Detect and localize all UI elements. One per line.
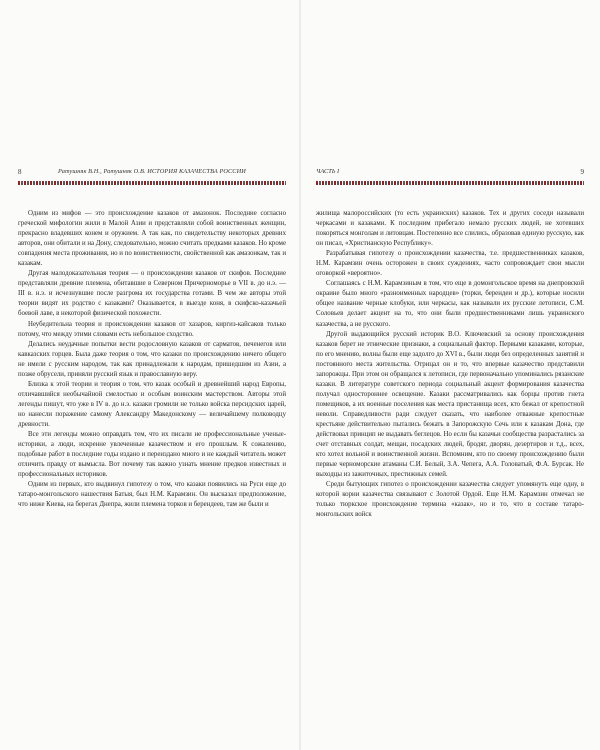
- page-body: [18, 209, 286, 510]
- paragraph: Соглашаясь с Н.М. Карамзиным в том, что еще в домонгольское время на днепровской окраине было много «разноименных народцев» (торки, берендеи и др.), которые носили общее название черные клобуки, или черкасы, как называли их русские летописи, С.М. Соловьев делает акцент на то, что они были предшественниками лишь украинского казачества, а не русского.: [316, 280, 584, 328]
- left-page: [18, 168, 286, 510]
- paragraph: Неубедительна теория и происхождении казаков от хазаров, киргиз-кайсаков только потому, что между этими словами есть небольшое сходство.: [18, 320, 286, 338]
- running-head-part: ЧАСТЬ I: [316, 168, 340, 175]
- running-head-title: Ратушняк В.Н., Ратушняк О.В. ИСТОРИЯ КАЗАЧЕСТВА РОССИИ: [58, 168, 246, 175]
- running-header: [18, 168, 286, 180]
- right-page: [316, 168, 584, 520]
- running-header: [316, 168, 584, 180]
- paragraph-continued: жилища малороссийских (то есть украинских) казаков. Тех и других соседи называли черкасами и казаками. К последним прибегало немало русских людей, не хотевших покоряться монголам и литовцам. Постепенно все слились, образовав единую русскую, как он писал, «Христианскую Республику».: [316, 210, 584, 248]
- paragraph: Одним из первых, кто выдвинул гипотезу о том, что казаки появились на Руси еще до татаро-монгольского нашествия Батыя, был Н.М. Карамзин. Он высказал предположение, что ниже Киева, на берегах Днепра, жили племена торков и берендеев, там же были и: [18, 481, 286, 509]
- paragraph: Близка к этой теории и теория о том, что казак особый и древнейший народ Европы, отличавшийся необычайной смелостью и особым воинским мастерством. Авторы этой легенды пишут, что уже в IV в. до н.э. казаки громили не только войска персидских царей, но нанесли поражение самому Александру Македонскому — величайшему полководцу древности.: [18, 380, 286, 428]
- paragraph: Делались неудачные попытки вести родословную казаков от сарматов, печенегов или кавказских горцев. Была даже теория о том, что казаки по происхождению ничего общего не имели с русским народом, так как принадлежали к народам, пришедшим из Азии, а позже обрусели, приняли русский язык и православную веру.: [18, 340, 286, 378]
- paragraph: Разрабатывая гипотезу о происхождении казачества, т.е. предшественниках казаков, Н.М. Карамзин очень осторожен в своих суждениях, часто сопровождает свои мысли оговоркой «вероятно».: [316, 250, 584, 278]
- page-number: 8: [18, 168, 22, 176]
- ornamental-rule: [316, 181, 584, 185]
- paragraph: Все эти легенды можно оправдать тем, что их писали не профессиональные ученые-историки, а люди, искренне увлеченные казачеством и его прошлым. К сожалению, подобные работ в последние годы издано и переиздано много и не каждый читатель может отличить правду от вымысла. Вот почему так важно узнать мнение предков известных и профессиональных историков.: [18, 431, 286, 479]
- paragraph: Другой выдающийся русский историк В.О. Ключевский за основу происхождения казаков берет не этнические признаки, а социальный фактор. Первыми казаками, которые, по его мнению, волны были еще задолго до XVI в., были люди без определенных занятий и постоянного места жительства. Отрицал он и то, что впервые казачество представили запорожцы. При этом он обращался к летописи, где первоначально упоминались рязанские казаки. В литературе советского периода социальный акцент формирования казачества получал одностороннее освещение. Казаки рассматривались как борцы против гнета помещиков, а их военные поселения как места пристанища всех, кто бежал от крепостной неволи. Справедливости ради следует сказать, что наиболее отважные крепостные крестьяне действительно пытались бежать в Запорожскую Сечь или к казакам Дона, где действовал принцип не выдавать беглецов. Но если бы казачьи сообщества разрастались за счет отставных солдат, мещан, посадских людей, бродяг, дворян, дезертиров и т.д., всех, кто хотел вольной и воинственной жизни. Вспомним, кто по своему происхождению были первые черноморские атаманы С.И. Белый, З.А. Чепега, А.А. Головатый, Ф.А. Бурсак. Не выходцы из зажиточных, престижных семей.: [316, 330, 584, 479]
- page-body: [316, 209, 584, 520]
- page-number: 9: [580, 168, 584, 176]
- book-gutter: [299, 0, 301, 750]
- ornamental-rule: [18, 181, 286, 185]
- paragraph: Другая малодоказательная теория — о происхождении казаков от скифов. Последние представляли древние племена, обитавшие в Северном Причерноморье в VII в. до н.э. — III в. н.э. и исчезнувшие после разгрома их государства готами. В чем же авторы этой теории видят их родство с казаками? Оказывается, в выезде коня, в скифско-казачьей боевой лаве, в некоторой физической похожести.: [18, 270, 286, 318]
- paragraph: Одним из мифов — это происхождение казаков от амазонок. Последние согласно греческой мифологии жили в Малой Азии и представляли собой воинственных женщин, прекрасно владевших конем и оружием. А так как, по свидетельству некоторых древних авторов, они обитали и на Дону, следовательно, можно считать предками казаков. Но кроме совпадения места проживания, но и по воинственности, свойственной как амазонкам, так и казакам.: [18, 210, 286, 268]
- paragraph: Среди бытующих гипотез о происхождении казачества следует упомянуть еще одну, в которой корни казачества связывают с Золотой Ордой. Еще Н.М. Карамзин отмечал не только тюркское происхождение термина «казак», но и то, что в составе татаро-монгольских войск: [316, 481, 584, 519]
